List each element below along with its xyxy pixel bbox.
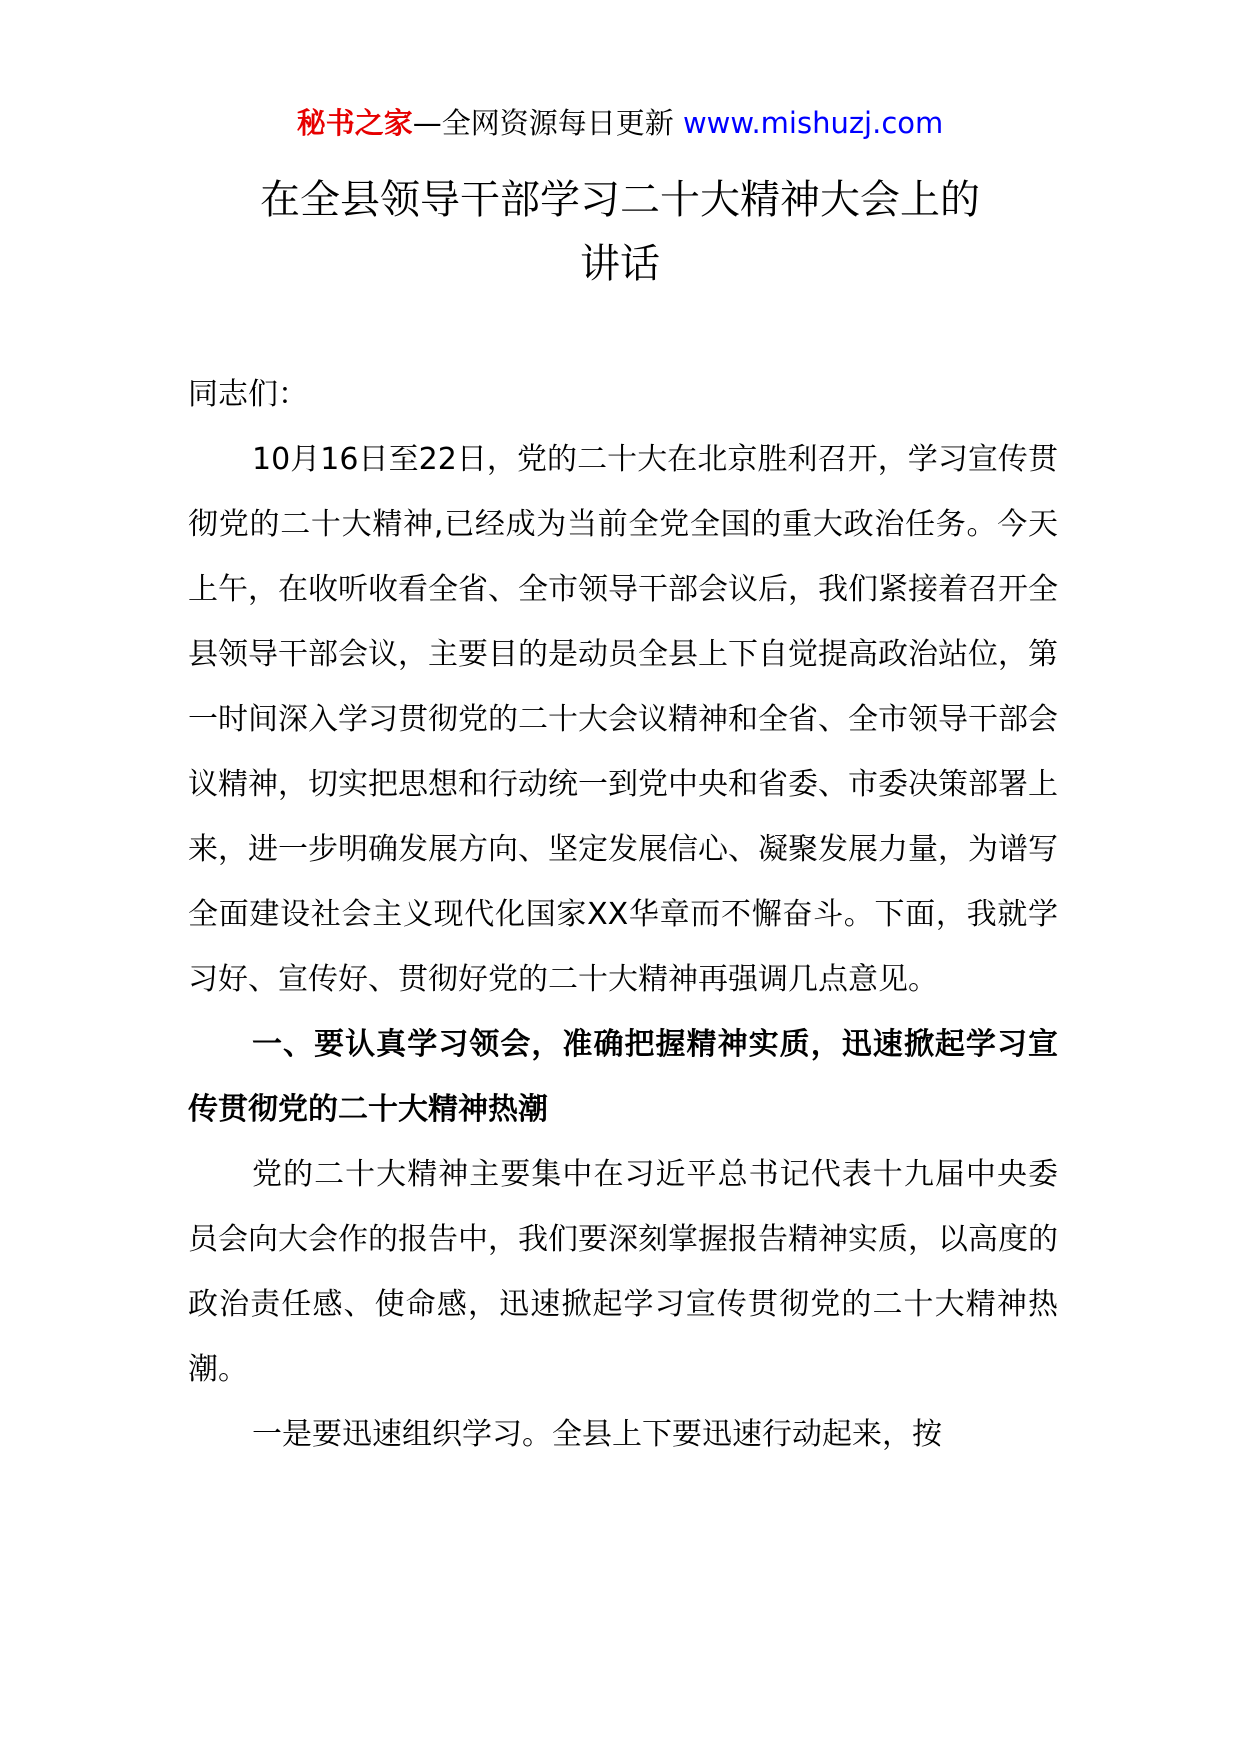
section-heading-1: 一、要认真学习领会，准确把握精神实质，迅速掀起学习宣传贯彻党的二十大精神热潮 [188, 1027, 1058, 1127]
header-tagline: —全网资源每日更新 [412, 106, 683, 140]
document-title [180, 168, 1060, 296]
title-line-1: 在全县领导干部学习二十大精神大会上的 [260, 177, 980, 223]
title-line-2: 讲话 [580, 241, 660, 287]
brand-name: 秘书之家 [296, 106, 413, 140]
paragraph-point-1: 一是要迅速组织学习。全县上下要迅速行动起来，按 [252, 1417, 942, 1452]
site-url-link[interactable]: www.mishuzj.com [682, 106, 944, 140]
paragraph-intro: 10月16日至22日，党的二十大在北京胜利召开，学习宣传贯彻党的二十大精神,已经成为当前全党全国的重大政治任务。今天上午，在收听收看全省、全市领导干部会议后，我们紧接着召开全县领导干部会议，主要目的是动员全县上下自觉提高政治站位，第一时间深入学习贯彻党的二十大会议精神和全省、全市领导干部会议精神，切实把思想和行动统一到党中央和省委、市委决策部署上来，进一步明确发展方向、坚定发展信心、凝聚发展力量，为谱写全面建设社会主义现代化国家XX华章而不懈奋斗。下面，我就学习好、宣传好、贯彻好党的二十大精神再强调几点意见。 [188, 442, 1058, 997]
salutation: 同志们： [188, 377, 308, 412]
site-header [0, 103, 1240, 143]
paragraph-section-1: 党的二十大精神主要集中在习近平总书记代表十九届中央委员会向大会作的报告中，我们要深刻掌握报告精神实质，以高度的政治责任感、使命感，迅速掀起学习宣传贯彻党的二十大精神热潮。 [188, 1157, 1058, 1387]
document-body [188, 362, 1058, 1467]
